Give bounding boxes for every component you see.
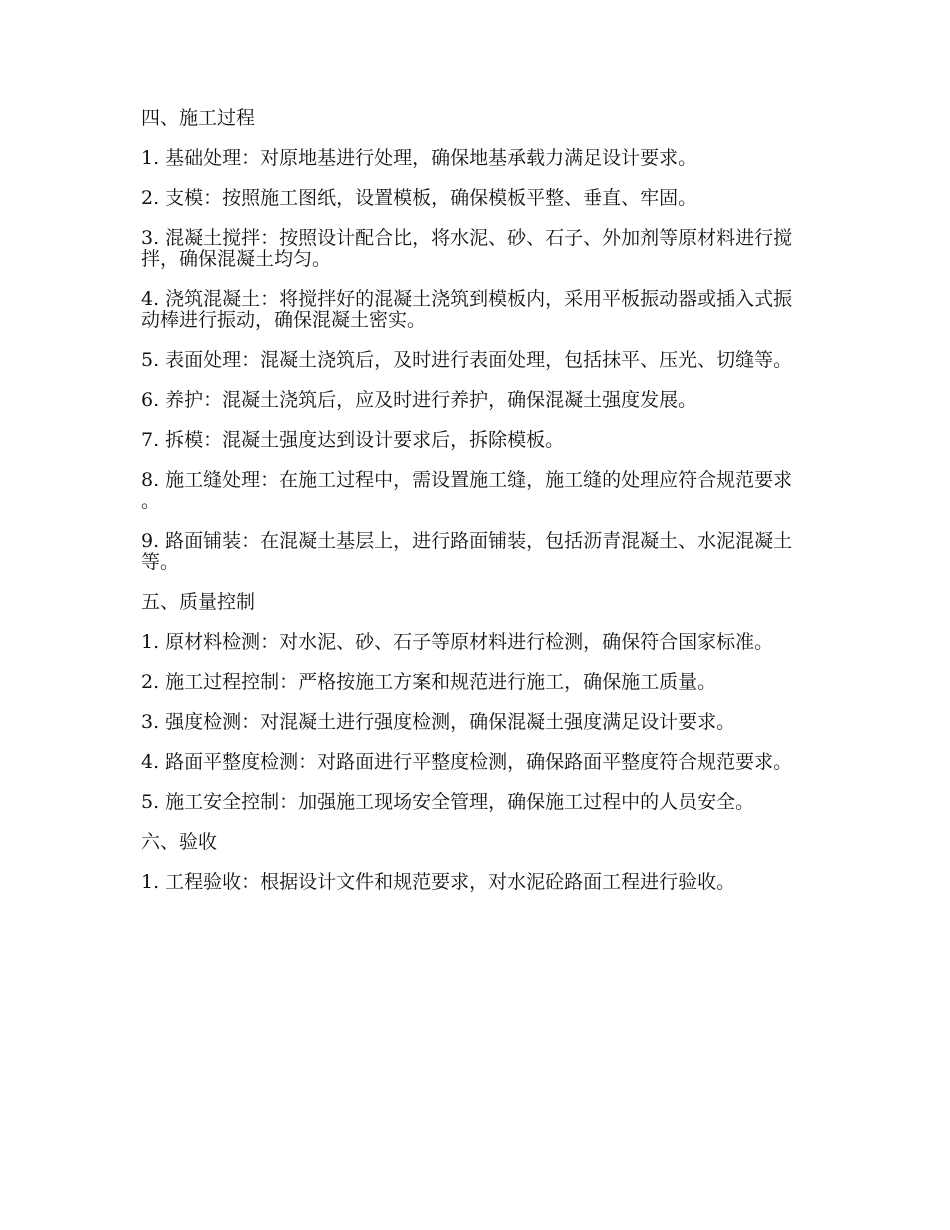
document-page: [141, 108, 809, 912]
list-item: 4. 浇筑混凝土：将搅拌好的混凝土浇筑到模板内，采用平板振动器或插入式振动棒进行振动，确保混凝土密实。: [141, 288, 793, 331]
section-construction-process: [141, 108, 809, 573]
list-item: 1. 工程验收：根据设计文件和规范要求，对水泥砼路面工程进行验收。: [141, 871, 736, 893]
list-item: 6. 养护：混凝土浇筑后，应及时进行养护，确保混凝土强度发展。: [141, 389, 698, 411]
list-item: 9. 路面铺装：在混凝土基层上，进行路面铺装，包括沥青混凝土、水泥混凝土等。: [141, 530, 793, 573]
section-heading: 五、质量控制: [141, 591, 256, 613]
list-item: 8. 施工缝处理：在施工过程中，需设置施工缝，施工缝的处理应符合规范要求。: [141, 469, 793, 512]
list-item: 2. 支模：按照施工图纸，设置模板，确保模板平整、垂直、牢固。: [141, 187, 698, 209]
section-heading: 四、施工过程: [141, 107, 256, 129]
list-item: 4. 路面平整度检测：对路面进行平整度检测，确保路面平整度符合规范要求。: [141, 751, 793, 773]
list-item: 1. 基础处理：对原地基进行处理，确保地基承载力满足设计要求。: [141, 147, 698, 169]
list-item: 1. 原材料检测：对水泥、砂、石子等原材料进行检测，确保符合国家标准。: [141, 631, 774, 653]
list-item: 3. 强度检测：对混凝土进行强度检测，确保混凝土强度满足设计要求。: [141, 711, 736, 733]
list-item: 3. 混凝土搅拌：按照设计配合比，将水泥、砂、石子、外加剂等原材料进行搅拌，确保混凝土均匀。: [141, 227, 793, 270]
section-quality-control: [141, 592, 809, 813]
section-heading: 六、验收: [141, 831, 218, 853]
list-item: 5. 表面处理：混凝土浇筑后，及时进行表面处理，包括抹平、压光、切缝等。: [141, 349, 793, 371]
section-acceptance: [141, 832, 809, 893]
list-item: 2. 施工过程控制：严格按施工方案和规范进行施工，确保施工质量。: [141, 671, 717, 693]
list-item: 5. 施工安全控制：加强施工现场安全管理，确保施工过程中的人员安全。: [141, 791, 755, 813]
list-item: 7. 拆模：混凝土强度达到设计要求后，拆除模板。: [141, 429, 565, 451]
